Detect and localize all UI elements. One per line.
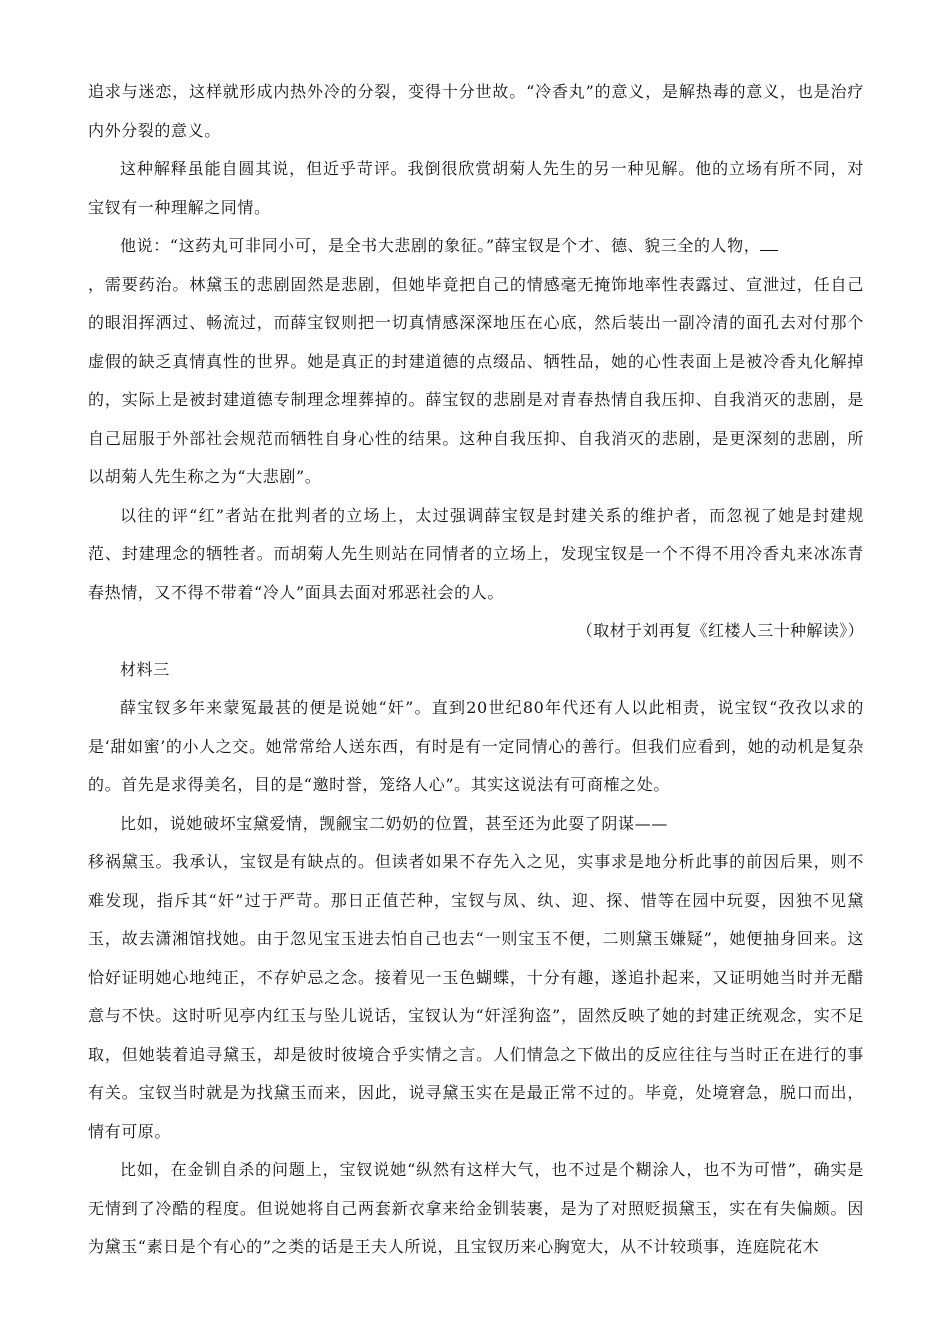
paragraph-5: 薛宝钗多年来蒙冤最甚的便是说她“奸”。直到20世纪80年代还有人以此相责，说宝钗“孜孜以求的是‘甜如蜜’的小人之交。她常常给人送东西，有时是有一定同情心的善行。但我们应看到，她的动机是复杂的。首先是求得美名，目的是“邀时誉，笼络人心”。其实这说法有可商榷之处。 xyxy=(88,698,864,794)
source-citation: （取材于刘再复《红楼人三十种解读》） xyxy=(576,621,864,640)
paragraph-1: 追求与迷恋，这样就形成内热外冷的分裂，变得十分世故。“冷香丸”的意义，是解热毒的意义，也是治疗内外分裂的意义。 xyxy=(88,82,864,140)
paragraph-6-line-1: 比如，说她破坏宝黛爱情，觊觎宝二奶奶的位置，甚至还为此耍了阴谋—— xyxy=(120,813,668,833)
paragraph-3-after-blank: ，需要药治。林黛玉的悲剧固然是悲剧，但她毕竟把自己的情感毫无掩饰地率性表露过、宣泄过，任自己的眼泪挥洒过、畅流过，而薛宝钗则把一切真情感深深地压在心底，然后装出一副冷清的面孔去对付那个虚假的缺乏真情真性的世界。她是真正的封建道德的点缀品、牺牲品，她的心性表面上是被冷香丸化解掉的，实际上是被封建道德专制理念埋葬掉的。薛宝钗的悲剧是对青春热情自我压抑、自我消灭的悲剧，是自己屈服于外部社会规范而牺牲自身心性的结果。这种自我压抑、自我消灭的悲剧，是更深刻的悲剧，所以胡菊人先生称之为“大悲剧”。 xyxy=(88,274,864,486)
fill-in-blank xyxy=(760,236,778,251)
paragraph-3-before-blank: 他说：“这药丸可非同小可，是全书大悲剧的象征。”薛宝钗是个才、德、貌三全的人物， xyxy=(120,236,761,255)
document-page xyxy=(88,73,864,1267)
section-heading: 材料三 xyxy=(120,659,170,679)
paragraph-4: 以往的评“红”者站在批判者的立场上，太过强调薛宝钗是封建关系的维护者，而忽视了她是封建规范、封建理念的牺牲者。而胡菊人先生则站在同情者的立场上，发现宝钗是一个不得不用冷香丸来冰冻青春热情，又不得不带着“冷人”面具去面对邪恶社会的人。 xyxy=(88,505,864,602)
paragraph-6-rest: 移祸黛玉。我承认，宝钗是有缺点的。但读者如果不存先入之见，实事求是地分析此事的前因后果，则不难发现，指斥其“奸”过于严苛。那日正值芒种，宝钗与凤、纨、迎、探、惜等在园中玩耍，因独不见黛玉，故去潇湘馆找她。由于忽见宝玉进去怕自己也去“一则宝玉不便，二则黛玉嫌疑”，她便抽身回来。这恰好证明她心地纯正，不存妒忌之念。接着见一玉色蝴蝶，十分有趣，遂追扑起来，又证明她当时并无醋意与不快。这时听见亭内红玉与坠儿说话，宝钗认为“奸淫狗盗”，固然反映了她的封建正统观念，实不足取，但她装着追寻黛玉，却是彼时彼境合乎实情之言。人们情急之下做出的反应往往与当时正在进行的事有关。宝钗当时就是为找黛玉而来，因此，说寻黛玉实在是最正常不过的。毕竟，处境窘急，脱口而出，情有可原。 xyxy=(88,852,864,1141)
paragraph-2: 这种解释虽能自圆其说，但近乎苛评。我倒很欣赏胡菊人先生的另一种见解。他的立场有所不同，对宝钗有一种理解之同情。 xyxy=(88,159,864,217)
paragraph-3 xyxy=(88,227,864,497)
paragraph-7: 比如，在金钏自杀的问题上，宝钗说她“纵然有这样大气，也不过是个糊涂人，也不为可惜”，确实是无情到了冷酷的程度。但说她将自己两套新衣拿来给金钏装裹，是为了对照贬损黛玉，实在有失偏颇。因为黛玉“素日是个有心的”之类的话是王夫人所说，且宝钗历来心胸宽大，从不计较琐事，连庭院花木 xyxy=(88,1160,864,1256)
